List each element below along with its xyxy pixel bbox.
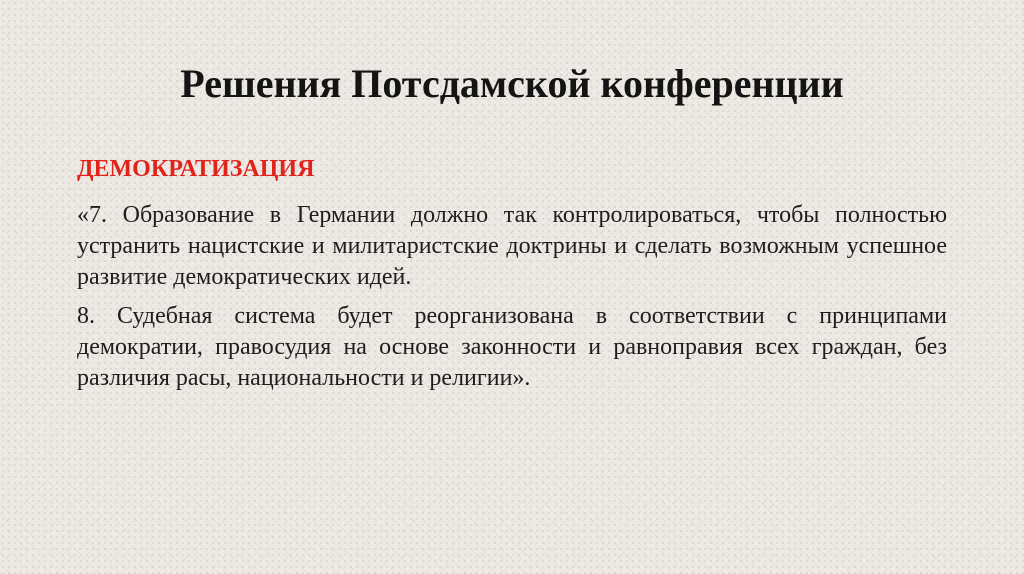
- slide-content: [77, 152, 947, 402]
- paragraph-point-7: «7. Образование в Германии должно так контролироваться, чтобы полностью устранить нацистские и милитаристские доктрины и сделать возможным успешное развитие демократических идей.: [77, 202, 947, 290]
- section-heading: ДЕМОКРАТИЗАЦИЯ: [77, 156, 315, 182]
- paragraph-point-8: 8. Судебная система будет реорганизована в соответствии с принципами демократии, правосудия на основе законности и равноправия всех граждан, без различия расы, национальности и религии».: [77, 303, 947, 391]
- slide-title: Решения Потсдамской конференции: [180, 61, 844, 106]
